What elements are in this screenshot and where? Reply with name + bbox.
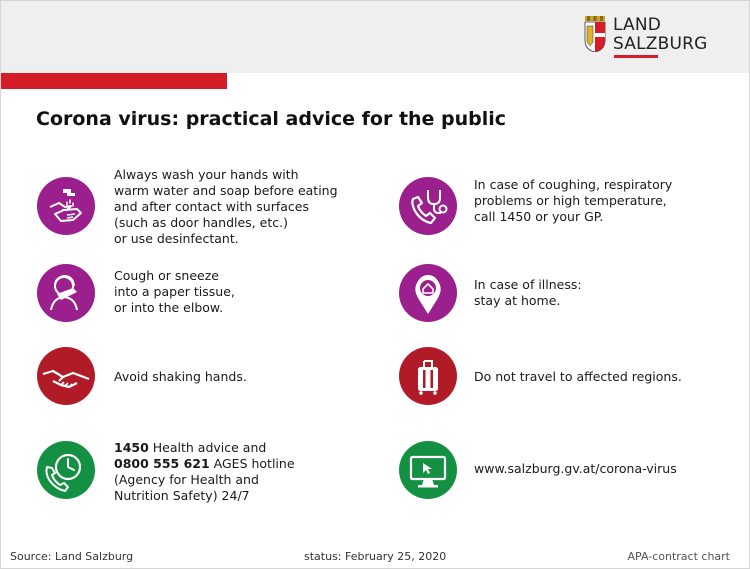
advice-hotlines <box>114 440 295 504</box>
advice-hand-washing <box>114 167 338 247</box>
advice-no-travel <box>474 369 682 385</box>
page-title: Corona virus: practical advice for the public <box>36 108 507 130</box>
hotline-number: 1450 <box>114 440 149 455</box>
hotline-number: 0800 555 621 <box>114 456 210 471</box>
advice-line: Nutrition Safety) 24/7 <box>114 488 250 503</box>
advice-line: problems or high temperature, <box>474 193 667 208</box>
advice-line: (such as door handles, etc.) <box>114 215 288 230</box>
phone-stethoscope-icon <box>399 177 457 235</box>
hotline-label: AGES hotline <box>209 456 295 471</box>
computer-monitor-icon <box>399 441 457 499</box>
website-link[interactable]: www.salzburg.gv.at/corona-virus <box>474 461 677 476</box>
logo-line-salzburg: SALZBURG <box>613 34 708 54</box>
advice-line: stay at home. <box>474 293 561 308</box>
logo-underline <box>614 55 658 58</box>
cough-elbow-icon <box>37 264 95 322</box>
coat-of-arms-icon <box>583 16 607 52</box>
advice-line: In case of illness: <box>474 277 582 292</box>
footer-source: Source: Land Salzburg <box>10 550 134 563</box>
logo-wordmark <box>613 16 708 54</box>
home-pin-icon <box>399 264 457 322</box>
advice-cough-sneeze <box>114 268 235 316</box>
advice-stay-home <box>474 277 582 309</box>
advice-line: Cough or sneeze <box>114 268 219 283</box>
advice-line: call 1450 or your GP. <box>474 209 604 224</box>
hotline-label: Health advice and <box>148 440 267 455</box>
advice-line: Do not travel to affected regions. <box>474 369 682 384</box>
hotline-ages <box>114 456 295 471</box>
hotline-1450 <box>114 440 266 455</box>
suitcase-icon <box>399 347 457 405</box>
advice-line: into a paper tissue, <box>114 284 235 299</box>
advice-line: or use desinfectant. <box>114 231 239 246</box>
footer-status: status: February 25, 2020 <box>304 550 447 563</box>
advice-line: warm water and soap before eating <box>114 183 338 198</box>
footer-credit: APA-contract chart <box>627 550 730 563</box>
logo-line-land: LAND <box>613 15 662 35</box>
advice-line: and after contact with surfaces <box>114 199 309 214</box>
advice-website <box>474 461 677 477</box>
advice-line: (Agency for Health and <box>114 472 259 487</box>
advice-line: Avoid shaking hands. <box>114 369 247 384</box>
advice-coughing-call <box>474 177 672 225</box>
advice-line: Always wash your hands with <box>114 167 299 182</box>
handshake-icon <box>37 347 95 405</box>
clock-phone-icon <box>37 441 95 499</box>
red-accent-bar <box>1 73 227 89</box>
advice-line: In case of coughing, respiratory <box>474 177 673 192</box>
advice-line: or into the elbow. <box>114 300 223 315</box>
hand-washing-icon <box>37 177 95 235</box>
advice-no-handshake <box>114 369 247 385</box>
